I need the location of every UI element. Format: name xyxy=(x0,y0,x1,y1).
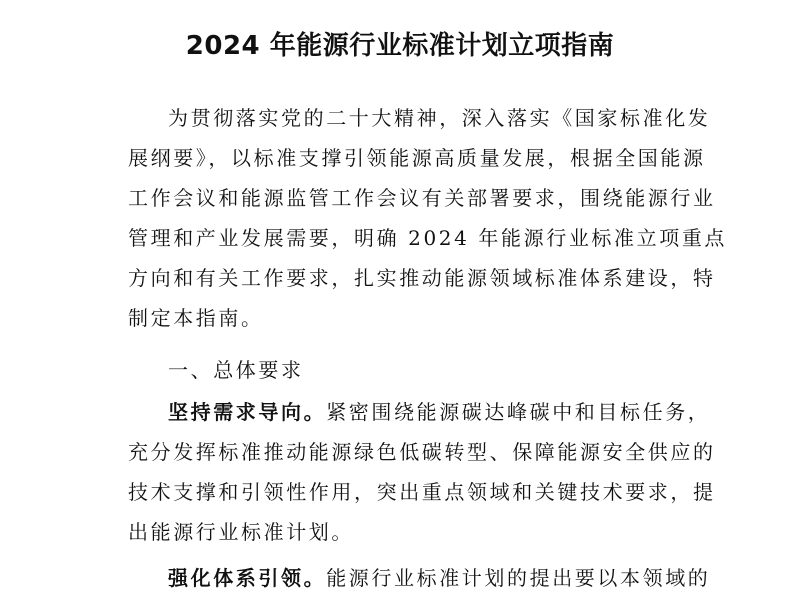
item-paragraph-system xyxy=(128,558,711,598)
item-lead: 坚持需求导向。 xyxy=(168,400,327,424)
intro-line: 方向和有关工作要求，扎实推动能源领域标准体系建设，特 xyxy=(128,266,716,290)
intro-line: 为贯彻落实党的二十大精神，深入落实《国家标准化发 xyxy=(168,106,711,130)
intro-line: 工作会议和能源监管工作会议有关部署要求，围绕能源行业 xyxy=(128,186,716,210)
item-line: 充分发挥标准推动能源绿色低碳转型、保障能源安全供应的 xyxy=(128,440,716,464)
item-line: 出能源行业标准计划。 xyxy=(128,520,354,544)
item-text: 能源行业标准计划的提出要以本领域的 xyxy=(326,566,711,590)
intro-paragraph xyxy=(128,98,728,338)
intro-line: 展纲要》，以标准支撑引领能源高质量发展，根据全国能源 xyxy=(128,146,706,170)
intro-line: 制定本指南。 xyxy=(128,306,264,330)
item-lead: 强化体系引领。 xyxy=(168,566,327,590)
item-first-line xyxy=(128,392,711,432)
intro-line: 管理和产业发展需要，明确 2024 年能源行业标准立项重点 xyxy=(128,226,728,250)
item-line: 技术支撑和引领性作用，突出重点领域和关键技术要求，提 xyxy=(128,480,716,504)
item-paragraph-demand xyxy=(128,392,716,552)
item-text: 紧密围绕能源碳达峰碳中和目标任务， xyxy=(326,400,711,424)
item-first-line xyxy=(128,558,711,598)
section-heading: 一、总体要求 xyxy=(168,358,304,382)
document-title: 2024 年能源行业标准计划立项指南 xyxy=(185,31,615,61)
